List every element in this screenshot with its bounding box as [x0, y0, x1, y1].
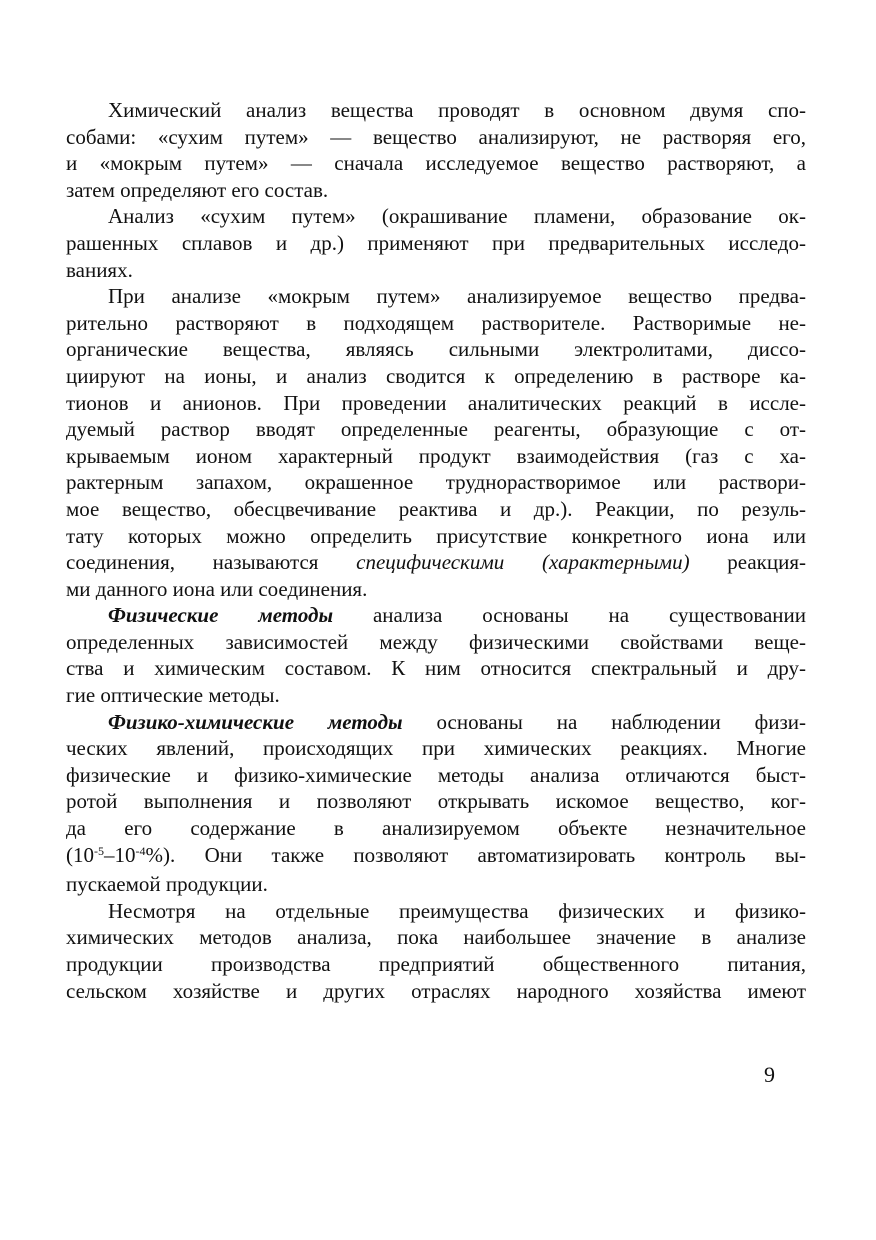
emphasis-run: Физико-химические методы	[108, 709, 403, 734]
text-run: ми данного иона или соединения.	[66, 576, 368, 601]
text-line	[66, 576, 806, 603]
text-line	[66, 469, 806, 496]
text-run: затем определяют его состав.	[66, 177, 329, 202]
page-number: 9	[764, 1062, 775, 1087]
text-run: пускаемой продукции.	[66, 872, 268, 897]
text-run: реакция-	[689, 550, 806, 575]
text-line	[66, 177, 806, 204]
text-line	[66, 735, 806, 762]
text-run: %). Они также позволяют автоматизировать контроль вы-	[145, 842, 806, 867]
text-run: гие оптические методы.	[66, 683, 280, 708]
text-run: определенных зависимостей между физическими свойствами веще-	[66, 629, 806, 654]
text-run: –10	[104, 842, 136, 867]
paragraph	[66, 203, 806, 283]
text-line	[66, 898, 806, 925]
text-line	[66, 283, 806, 310]
paragraph	[66, 709, 806, 898]
text-line	[66, 629, 806, 656]
text-run: циируют на ионы, и анализ сводится к определению в растворе ка-	[66, 363, 806, 388]
text-line	[66, 203, 806, 230]
text-line	[66, 416, 806, 443]
text-line	[66, 602, 806, 629]
text-run: основаны на наблюдении физи-	[402, 709, 806, 734]
text-line	[66, 390, 806, 417]
text-line	[66, 924, 806, 951]
text-run: продукции производства предприятий общественного питания,	[66, 952, 806, 976]
text-run: анализа основаны на существовании	[333, 603, 806, 628]
text-line	[66, 871, 806, 898]
text-run: ства и химическим составом. К ним относится спектральный и дру-	[66, 656, 806, 681]
text-line	[66, 549, 806, 576]
text-run: органические вещества, являясь сильными электролитами, диссо-	[66, 337, 806, 362]
emphasis-run: специфическими (характерными)	[356, 550, 690, 575]
text-line	[66, 443, 806, 470]
text-run: (10	[66, 842, 94, 867]
text-line	[66, 788, 806, 815]
text-line	[66, 842, 806, 872]
text-line	[66, 951, 806, 978]
text-line	[66, 97, 806, 124]
text-block	[66, 97, 806, 1004]
text-run: тионов и анионов. При проведении аналитических реакций в иссле-	[66, 390, 806, 415]
text-line	[66, 124, 806, 151]
text-run: соединения, называются	[66, 550, 357, 575]
text-line	[66, 978, 806, 1005]
text-run: рактерным запахом, окрашенное труднорастворимое или раствори-	[66, 470, 806, 495]
text-run: рительно растворяют в подходящем растворителе. Растворимые не-	[66, 310, 806, 335]
text-run: физические и физико-химические методы анализа отличаются быст-	[66, 762, 806, 787]
text-run: рашенных сплавов и др.) применяют при предварительных исследо-	[66, 230, 806, 255]
text-line	[66, 815, 806, 842]
text-run: и «мокрым путем» — сначала исследуемое вещество растворяют, а	[66, 151, 806, 176]
text-run: крываемым ионом характерный продукт взаимодействия (газ с ха-	[66, 443, 806, 468]
text-line	[66, 682, 806, 709]
text-run: химических методов анализа, пока наибольшее значение в анализе	[66, 925, 806, 950]
text-run: да его содержание в анализируемом объекте незначительное	[66, 816, 806, 841]
text-run: тату которых можно определить присутствие конкретного иона или	[66, 523, 806, 548]
text-run: ческих явлений, происходящих при химических реакциях. Многие	[66, 736, 806, 761]
text-run: При анализе «мокрым путем» анализируемое вещество предва-	[108, 284, 806, 309]
text-line	[66, 363, 806, 390]
text-run: Химический анализ вещества проводят в основном двумя спо-	[108, 98, 806, 122]
text-run: собами: «сухим путем» — вещество анализируют, не растворяя его,	[66, 124, 806, 149]
text-run: Несмотря на отдельные преимущества физических и физико-	[108, 898, 806, 923]
text-line	[66, 310, 806, 337]
text-line	[66, 523, 806, 550]
text-run: дуемый раствор вводят определенные реагенты, образующие с от-	[66, 417, 806, 442]
text-run: мое вещество, обесцвечивание реактива и др.). Реакции, по резуль-	[66, 496, 806, 521]
text-line	[66, 230, 806, 257]
text-run: ваниях.	[66, 257, 133, 282]
text-line	[66, 496, 806, 523]
paragraph	[66, 283, 806, 602]
text-run: сельском хозяйстве и других отраслях народного хозяйства имеют	[66, 978, 806, 1003]
text-line	[66, 336, 806, 363]
superscript-run: -5	[94, 843, 104, 858]
superscript-run: -4	[135, 843, 146, 858]
text-line	[66, 709, 806, 736]
text-line	[66, 655, 806, 682]
text-line	[66, 150, 806, 177]
emphasis-run: Физические методы	[108, 603, 334, 628]
text-run: Анализ «сухим путем» (окрашивание пламени, образование ок-	[108, 204, 806, 229]
paragraph	[66, 97, 806, 203]
text-line	[66, 762, 806, 789]
paragraph	[66, 898, 806, 1004]
text-line	[66, 257, 806, 284]
text-run: ротой выполнения и позволяют открывать искомое вещество, ког-	[66, 789, 806, 814]
paragraph	[66, 602, 806, 708]
